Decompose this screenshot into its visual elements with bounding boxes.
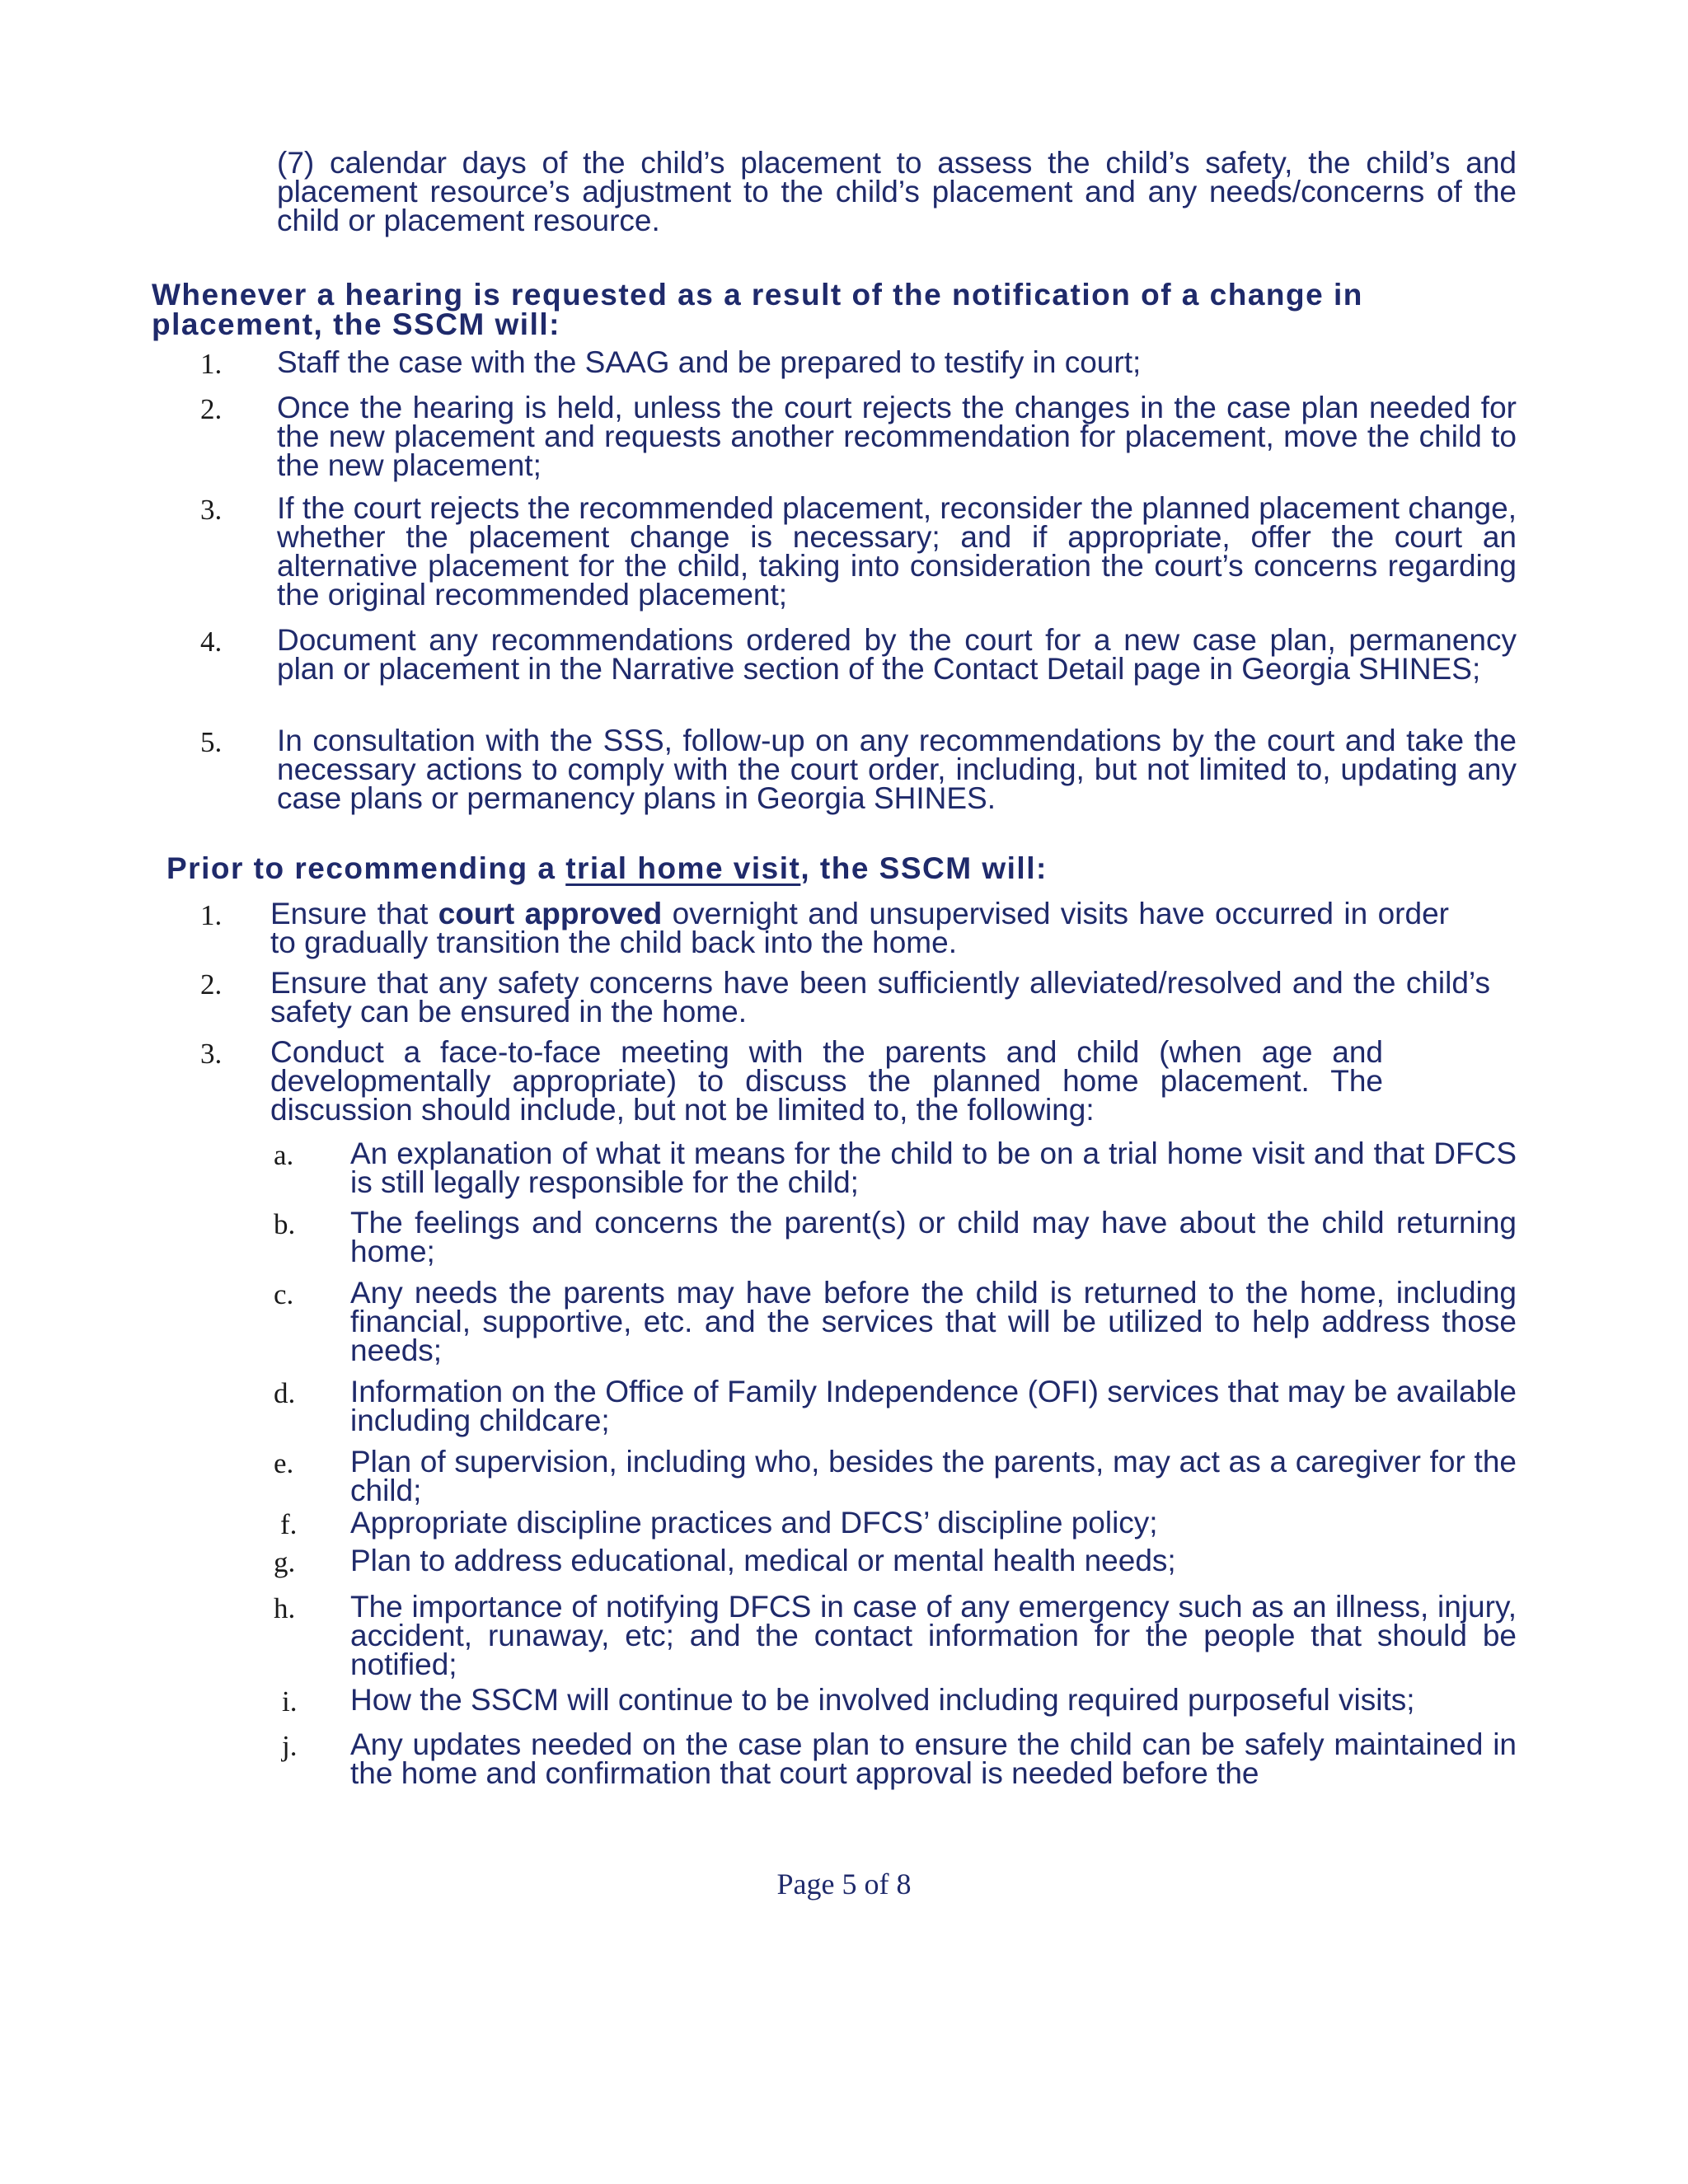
sublist-item: The feelings and concerns the parent(s) or child may have about the child returning home; bbox=[350, 1206, 1517, 1268]
sublist-letter: h. bbox=[274, 1592, 296, 1624]
list-item: In consultation with the SSS, follow-up on any recommendations by the court and take the necessary actions to comply with the court order, including, but not limited to, updating any case plans or permanency plans in Georgia SHINES. bbox=[277, 724, 1517, 815]
list-item bbox=[270, 899, 1449, 957]
section-heading-hearing: Whenever a hearing is requested as a result of the notification of a change in placement, the SSCM will: bbox=[152, 278, 1363, 341]
sublist-item: How the SSCM will continue to be involved including required purposeful visits; bbox=[350, 1683, 1415, 1717]
item-text: overnight and unsupervised visits have occurred in order to gradually transition the child back into the home. bbox=[270, 897, 1449, 959]
sublist-letter: e. bbox=[274, 1447, 294, 1479]
sublist-item: Any updates needed on the case plan to ensure the child can be safely maintained in the home and confirmation that court approval is needed before the bbox=[350, 1727, 1517, 1790]
sublist-letter: i. bbox=[282, 1685, 298, 1718]
list-number: 4. bbox=[200, 626, 223, 658]
sublist-letter: b. bbox=[274, 1208, 296, 1240]
list-number: 3. bbox=[200, 1038, 223, 1070]
sublist-item: Plan of supervision, including who, besides the parents, may act as a caregiver for the child; bbox=[350, 1445, 1517, 1507]
sublist-letter: j. bbox=[282, 1730, 298, 1762]
list-item: Conduct a face-to-face meeting with the parents and child (when age and developmentally appropriate) to discuss the planned home placement. The discussion should include, but not be limited to, the following: bbox=[270, 1035, 1383, 1127]
sublist-letter: f. bbox=[280, 1508, 298, 1540]
item-bold-text: court approved bbox=[438, 897, 663, 930]
intro-paragraph: (7) calendar days of the child’s placement to assess the child’s safety, the child’s and placement resource’s adjustment to the child’s placement and any needs/concerns of the child or placement resource. bbox=[277, 146, 1517, 237]
sublist-item: Any needs the parents may have before the child is returned to the home, including financial, supportive, etc. and the services that will be utilized to help address those needs; bbox=[350, 1276, 1517, 1367]
list-item: Ensure that any safety concerns have been sufficiently alleviated/resolved and the child’s safety can be ensured in the home. bbox=[270, 966, 1490, 1029]
sublist-letter: c. bbox=[274, 1278, 294, 1310]
list-item: Staff the case with the SAAG and be prepared to testify in court; bbox=[277, 345, 1142, 379]
sublist-item: Information on the Office of Family Independence (OFI) services that may be available including childcare; bbox=[350, 1375, 1517, 1437]
sublist-letter: d. bbox=[274, 1377, 296, 1409]
list-item: If the court rejects the recommended placement, reconsider the planned placement change, whether the placement change is necessary; and if appropriate, offer the court an alternative placement for the child, taking into consideration the court’s concerns regarding the original recommended placement; bbox=[277, 491, 1517, 612]
list-number: 1. bbox=[200, 348, 223, 380]
sublist-letter: a. bbox=[274, 1139, 294, 1171]
trial-home-visit-link[interactable]: trial home visit bbox=[565, 851, 801, 885]
page-number-footer: Page 5 of 8 bbox=[776, 1868, 912, 1900]
heading-suffix: , the SSCM will: bbox=[800, 851, 1048, 885]
list-number: 5. bbox=[200, 726, 223, 758]
sublist-item: An explanation of what it means for the child to be on a trial home visit and that DFCS is still legally responsible for the child; bbox=[350, 1137, 1517, 1199]
item-text: Ensure that bbox=[270, 897, 438, 930]
list-number: 2. bbox=[200, 393, 223, 425]
sublist-letter: g. bbox=[274, 1546, 296, 1578]
sublist-item: The importance of notifying DFCS in case of any emergency such as an illness, injury, accident, runaway, etc; and the contact information for the people that should be notified; bbox=[350, 1590, 1517, 1681]
list-item: Document any recommendations ordered by the court for a new case plan, permanency plan or placement in the Narrative section of the Contact Detail page in Georgia SHINES; bbox=[277, 623, 1517, 686]
list-number: 2. bbox=[200, 968, 223, 1001]
list-number: 3. bbox=[200, 494, 223, 526]
heading-prefix: Prior to recommending a bbox=[166, 851, 566, 885]
sublist-item: Appropriate discipline practices and DFCS’ discipline policy; bbox=[350, 1506, 1158, 1540]
list-number: 1. bbox=[200, 899, 223, 931]
section-heading-trial-home-visit bbox=[166, 851, 1518, 885]
sublist-item: Plan to address educational, medical or mental health needs; bbox=[350, 1544, 1176, 1577]
list-item: Once the hearing is held, unless the court rejects the changes in the case plan needed for the new placement and requests another recommendation for placement, move the child to the new placement; bbox=[277, 391, 1517, 482]
